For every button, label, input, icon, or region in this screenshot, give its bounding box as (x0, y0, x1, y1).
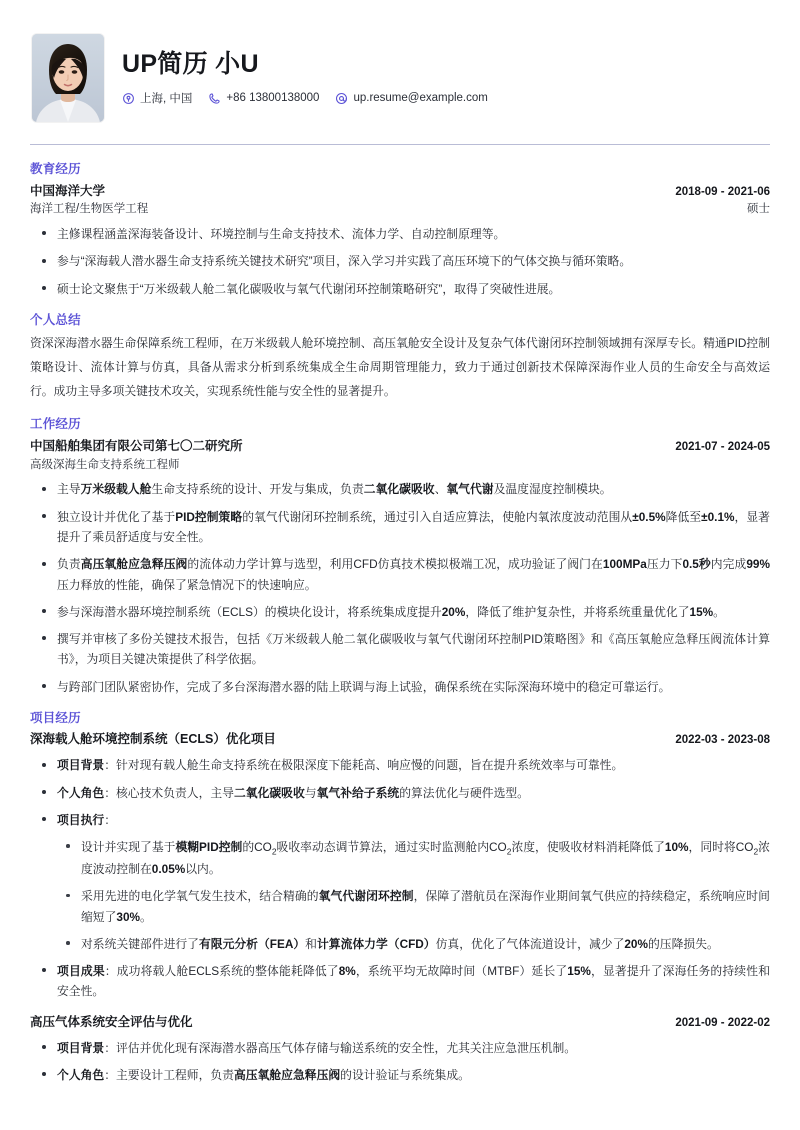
job-title: 高级深海生命支持系统工程师 (30, 458, 180, 471)
bullet-subitem: 采用先进的电化学氧气发生技术，结合精确的氧气代谢闭环控制，保障了潜航员在深海作业期间氧气供应的持续稳定，系统响应时间缩短了30%。 (57, 886, 770, 927)
bullet-item: 个人角色：主要设计工程师，负责高压氧舱应急释压阀的设计验证与系统集成。 (30, 1065, 770, 1085)
bullet-subitem: 对系统关键部件进行了有限元分析（FEA）和计算流体力学（CFD）仿真，优化了气体流道设计，减少了20%的压降损失。 (57, 934, 770, 954)
project-name: 高压气体系统安全评估与优化 (30, 1014, 193, 1029)
bullet-item: 项目执行： 设计并实现了基于模糊PID控制的$CO_2$吸收率动态调节算法，通过实时监测舱内$CO_2$浓度，使吸收材料消耗降低了10%，同时将$CO_2$浓度波动控制在0.05%以内。 采用先进的电化学氧气发生技术，结合精确的氧气代谢闭环控制，保障了潜航员在深海作业期间氧气供应的持续稳定，系统响应时间缩短了30%。 对系统关键部件进行了有限元分析（FEA）和计算流体力学（CFD）仿真，优化了气体流道设计，减少了20%的压降损失。 (30, 810, 770, 954)
bullet-item: 个人角色：核心技术负责人，主导二氧化碳吸收与氧气补给子系统的算法优化与硬件选型。 (30, 783, 770, 803)
project-entry (30, 1013, 770, 1085)
school-name: 中国海洋大学 (30, 183, 106, 198)
bullet-item: 撰写并审核了多份关键技术报告，包括《万米级载人舱二氧化碳吸收与氧气代谢闭环控制PID策略图》和《高压氧舱应急释压阀流体计算书》，为项目关键决策提供了科学依据。 (30, 629, 770, 670)
work-entry-header (30, 437, 770, 457)
project-dates: 2022-03 - 2023-08 (675, 734, 770, 747)
resume-header (28, 34, 772, 122)
degree: 硕士 (747, 203, 770, 216)
project-entry-header (30, 1013, 770, 1033)
section-title-work: 工作经历 (30, 417, 81, 432)
section-work (28, 416, 772, 697)
bullet-item: 主修课程涵盖深海装备设计、环境控制与生命支持技术、流体力学、自动控制原理等。 (30, 224, 770, 244)
section-title-summary: 个人总结 (30, 312, 81, 327)
bullet-item: 负责高压氧舱应急释压阀的流体动力学计算与选型，利用CFD仿真技术模拟极端工况，成功验证了阀门在100MPa压力下0.5秒内完成99%压力释放的性能，确保了紧急情况下的快速响应。 (30, 554, 770, 595)
contact-location (122, 90, 192, 106)
project-dates: 2021-09 - 2022-02 (675, 1016, 770, 1029)
section-summary (28, 312, 772, 403)
header-divider (30, 144, 770, 145)
work-entry-subheader (30, 457, 770, 475)
education-entry-subheader (30, 201, 770, 219)
bullet-sublist (57, 837, 770, 954)
avatar (32, 34, 104, 122)
summary-paragraph: 资深深海潜水器生命保障系统工程师，在万米级载人舱环境控制、高压氧舱安全设计及复杂气体代谢闭环控制领域拥有深厚专长。精通PID控制策略设计、流体计算与仿真，具备从需求分析到系统集成全生命周期管理能力，致力于通过创新技术保障深海作业人员的生命安全与高效运行。成功主导多项关键技术攻关，实现系统性能与安全性的显著提升。 (30, 336, 770, 398)
section-education (28, 161, 772, 299)
education-entry-header (30, 182, 770, 202)
education-dates: 2018-09 - 2021-06 (675, 185, 770, 198)
project-name: 深海载人舱环境控制系统（ECLS）优化项目 (30, 732, 276, 747)
contact-phone (208, 92, 319, 105)
contact-location-text: 上海, 中国 (140, 93, 193, 106)
project-bullets (30, 755, 770, 1002)
work-dates: 2021-07 - 2024-05 (675, 440, 770, 453)
candidate-name: UP简历 小U (122, 49, 259, 78)
location-pin-icon (122, 92, 135, 105)
education-bullets (30, 224, 770, 299)
project-entry-header (30, 730, 770, 750)
bullet-item: 项目背景：针对现有载人舱生命支持系统在极限深度下能耗高、响应慢的问题，旨在提升系统效率与可靠性。 (30, 755, 770, 775)
contact-list (122, 90, 770, 106)
bullet-item: 项目成果：成功将载人舱ECLS系统的整体能耗降低了8%，系统平均无故障时间（MTBF）延长了15%，显著提升了深海任务的持续性和安全性。 (30, 961, 770, 1002)
bullet-item: 项目背景：评估并优化现有深海潜水器高压气体存储与输送系统的安全性，尤其关注应急泄压机制。 (30, 1038, 770, 1058)
major: 海洋工程/生物医学工程 (30, 203, 149, 216)
email-at-icon (335, 92, 348, 105)
bullet-item: 参与“深海载人潜水器生命支持系统关键技术研究”项目，深入学习并实践了高压环境下的气体交换与循环策略。 (30, 251, 770, 271)
contact-phone-text: +86 13800138000 (226, 92, 320, 105)
bullet-item: 独立设计并优化了基于PID控制策略的氧气代谢闭环控制系统，通过引入自适应算法，使舱内氧浓度波动范围从±0.5%降低至±0.1%，显著提升了乘员舒适度与安全性。 (30, 507, 770, 548)
phone-icon (208, 92, 221, 105)
employer-name: 中国船舶集团有限公司第七〇二研究所 (30, 438, 243, 453)
bullet-item: 硕士论文聚焦于“万米级载人舱二氧化碳吸收与氧气代谢闭环控制策略研究”，取得了突破性进展。 (30, 279, 770, 299)
bullet-subitem: 设计并实现了基于模糊PID控制的$CO_2$吸收率动态调节算法，通过实时监测舱内$CO_2$浓度，使吸收材料消耗降低了10%，同时将$CO_2$浓度波动控制在0.05%以内。 (57, 837, 770, 879)
education-entry (30, 182, 770, 299)
contact-email (335, 92, 487, 105)
section-title-education: 教育经历 (30, 162, 81, 176)
project-entry (30, 730, 770, 1001)
work-bullets (30, 479, 770, 697)
bullet-item: 与跨部门团队紧密协作，完成了多台深海潜水器的陆上联调与海上试验，确保系统在实际深海环境中的稳定可靠运行。 (30, 677, 770, 697)
project-bullets (30, 1038, 770, 1086)
contact-email-text: up.resume@example.com (353, 92, 488, 105)
bullet-item: 主导万米级载人舱生命支持系统的设计、开发与集成，负责二氧化碳吸收、氧气代谢及温度湿度控制模块。 (30, 479, 770, 499)
bullet-item: 参与深海潜水器环境控制系统（ECLS）的模块化设计，将系统集成度提升20%，降低了维护复杂性，并将系统重量优化了15%。 (30, 602, 770, 622)
section-title-projects: 项目经历 (30, 710, 81, 725)
identity-block (122, 50, 770, 107)
section-projects (28, 710, 772, 1085)
work-entry (30, 437, 770, 697)
